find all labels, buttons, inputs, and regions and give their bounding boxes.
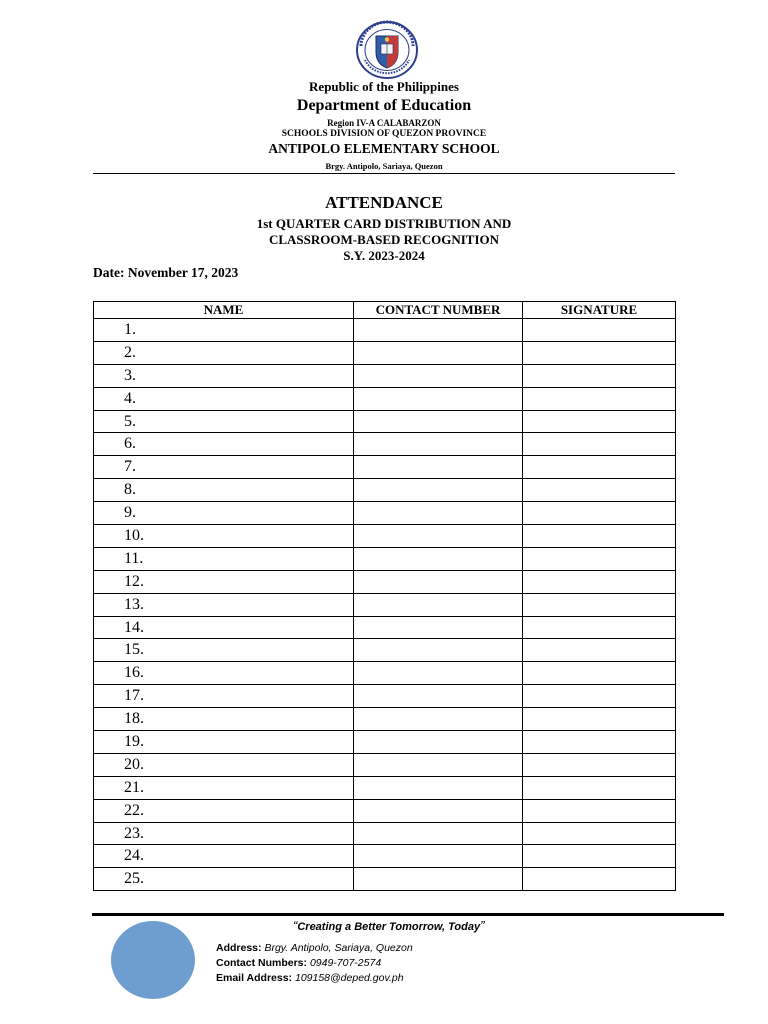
table-row (94, 662, 676, 685)
table-row (94, 341, 676, 364)
signature-cell[interactable] (523, 387, 676, 410)
attendance-table (93, 301, 676, 891)
signature-cell[interactable] (523, 502, 676, 525)
contact-number-cell[interactable] (354, 845, 523, 868)
division-heading: SCHOOLS DIVISION OF QUEZON PROVINCE (281, 129, 487, 139)
signature-cell[interactable] (523, 433, 676, 456)
signature-column-header: SIGNATURE (523, 302, 676, 319)
signature-cell[interactable] (523, 639, 676, 662)
contact-label: Contact Numbers: (216, 957, 308, 969)
contact-number-cell[interactable] (354, 822, 523, 845)
table-row (94, 868, 676, 891)
row-number: 11. (94, 547, 354, 570)
signature-cell[interactable] (523, 479, 676, 502)
contact-number-cell[interactable] (354, 685, 523, 708)
signature-cell[interactable] (523, 319, 676, 342)
row-number: 17. (94, 685, 354, 708)
email-label: Email Address: (216, 972, 293, 984)
row-number: 3. (94, 364, 354, 387)
table-row (94, 387, 676, 410)
contact-number-cell[interactable] (354, 502, 523, 525)
contact-number-cell[interactable] (354, 364, 523, 387)
row-number: 1. (94, 319, 354, 342)
table-row (94, 753, 676, 776)
republic-heading: Republic of the Philippines (309, 79, 459, 94)
email-value: 109158@deped.gov.ph (294, 972, 404, 984)
table-row (94, 456, 676, 479)
contact-number-cell[interactable] (354, 799, 523, 822)
table-row (94, 799, 676, 822)
date-line: Date: November 17, 2023 (93, 265, 239, 280)
contact-number-cell[interactable] (354, 387, 523, 410)
footer-email (216, 972, 404, 984)
row-number: 7. (94, 456, 354, 479)
table-row (94, 639, 676, 662)
address-label: Address: (216, 942, 262, 954)
signature-cell[interactable] (523, 753, 676, 776)
attendance-table-body (94, 319, 676, 891)
contact-number-cell[interactable] (354, 479, 523, 502)
school-year: S.Y. 2023-2024 (343, 248, 425, 263)
row-number: 21. (94, 776, 354, 799)
row-number: 22. (94, 799, 354, 822)
table-header-row (94, 302, 676, 319)
contact-number-cell[interactable] (354, 639, 523, 662)
row-number: 10. (94, 525, 354, 548)
signature-cell[interactable] (523, 593, 676, 616)
signature-cell[interactable] (523, 799, 676, 822)
footer-contact-numbers (216, 957, 381, 969)
signature-cell[interactable] (523, 341, 676, 364)
table-row (94, 731, 676, 754)
row-number: 6. (94, 433, 354, 456)
contact-number-cell[interactable] (354, 616, 523, 639)
motto-text: Creating a Better Tomorrow, Today (297, 921, 481, 933)
signature-cell[interactable] (523, 364, 676, 387)
table-row (94, 593, 676, 616)
signature-cell[interactable] (523, 410, 676, 433)
document-title: ATTENDANCE (325, 193, 443, 212)
footer-address (216, 942, 413, 954)
contact-number-cell[interactable] (354, 456, 523, 479)
row-number: 12. (94, 570, 354, 593)
row-number: 16. (94, 662, 354, 685)
table-row (94, 525, 676, 548)
table-row (94, 685, 676, 708)
row-number: 20. (94, 753, 354, 776)
table-row (94, 433, 676, 456)
table-row (94, 822, 676, 845)
table-row (94, 616, 676, 639)
signature-cell[interactable] (523, 685, 676, 708)
row-number: 18. (94, 708, 354, 731)
table-row (94, 502, 676, 525)
row-number: 13. (94, 593, 354, 616)
contact-number-cell[interactable] (354, 593, 523, 616)
row-number: 23. (94, 822, 354, 845)
row-number: 14. (94, 616, 354, 639)
contact-number-cell[interactable] (354, 708, 523, 731)
table-row (94, 776, 676, 799)
contact-number-cell[interactable] (354, 776, 523, 799)
signature-cell[interactable] (523, 616, 676, 639)
deped-seal-icon (355, 20, 419, 80)
row-number: 25. (94, 868, 354, 891)
contact-number-cell[interactable] (354, 731, 523, 754)
signature-cell[interactable] (523, 868, 676, 891)
address-value: Brgy. Antipolo, Sariaya, Quezon (264, 942, 413, 954)
row-number: 15. (94, 639, 354, 662)
signature-cell[interactable] (523, 822, 676, 845)
signature-cell[interactable] (523, 708, 676, 731)
school-motto: “Creating a Better Tomorrow, Today” (293, 918, 485, 933)
table-row (94, 364, 676, 387)
contact-number-cell[interactable] (354, 410, 523, 433)
signature-cell[interactable] (523, 731, 676, 754)
signature-cell[interactable] (523, 776, 676, 799)
contact-number-cell[interactable] (354, 570, 523, 593)
contact-number-cell[interactable] (354, 319, 523, 342)
contact-value: 0949-707-2574 (309, 957, 382, 969)
header-divider (93, 173, 675, 174)
contact-number-cell[interactable] (354, 341, 523, 364)
signature-cell[interactable] (523, 570, 676, 593)
document-subtitle-line1: 1st QUARTER CARD DISTRIBUTION AND (256, 216, 512, 231)
row-number: 19. (94, 731, 354, 754)
row-number: 2. (94, 341, 354, 364)
row-number: 4. (94, 387, 354, 410)
contact-column-header: CONTACT NUMBER (354, 302, 523, 319)
school-logo-placeholder (111, 921, 195, 999)
contact-number-cell[interactable] (354, 525, 523, 548)
row-number: 5. (94, 410, 354, 433)
signature-cell[interactable] (523, 547, 676, 570)
table-row (94, 319, 676, 342)
school-address: Brgy. Antipolo, Sariaya, Quezon (325, 161, 443, 171)
table-row (94, 845, 676, 868)
document-subtitle-line2: CLASSROOM-BASED RECOGNITION (268, 232, 500, 247)
row-number: 8. (94, 479, 354, 502)
row-number: 9. (94, 502, 354, 525)
name-column-header: NAME (94, 302, 354, 319)
contact-number-cell[interactable] (354, 753, 523, 776)
table-row (94, 547, 676, 570)
contact-number-cell[interactable] (354, 662, 523, 685)
contact-number-cell[interactable] (354, 547, 523, 570)
signature-cell[interactable] (523, 662, 676, 685)
table-row (94, 410, 676, 433)
footer-divider (92, 913, 724, 916)
row-number: 24. (94, 845, 354, 868)
signature-cell[interactable] (523, 845, 676, 868)
attendance-table-wrapper (93, 301, 676, 891)
contact-number-cell[interactable] (354, 868, 523, 891)
region-heading: Region IV-A CALABARZON (327, 118, 441, 128)
table-row (94, 479, 676, 502)
signature-cell[interactable] (523, 525, 676, 548)
table-row (94, 708, 676, 731)
contact-number-cell[interactable] (354, 433, 523, 456)
department-heading: Department of Education (296, 97, 472, 114)
table-row (94, 570, 676, 593)
school-name: ANTIPOLO ELEMENTARY SCHOOL (268, 141, 500, 156)
signature-cell[interactable] (523, 456, 676, 479)
